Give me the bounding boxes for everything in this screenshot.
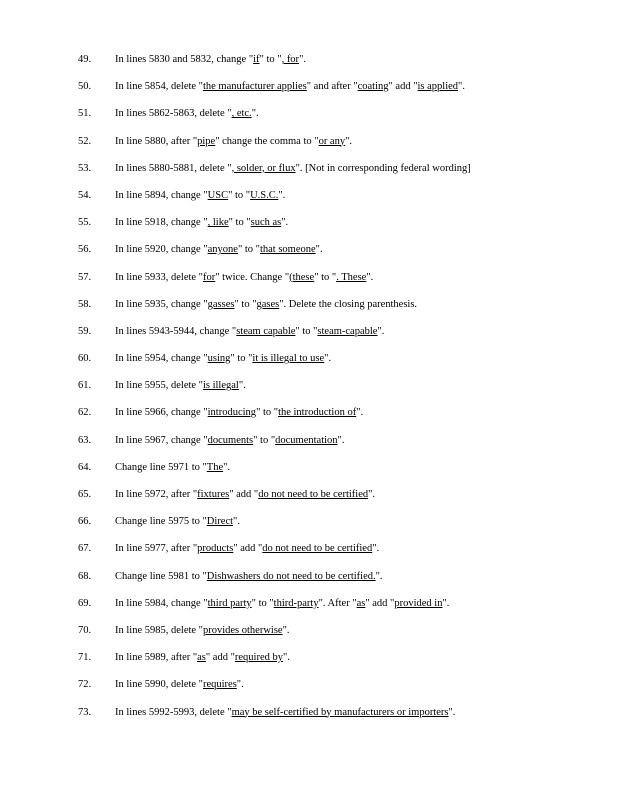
amendment-list xyxy=(0,53,618,733)
underlined-text: third-party xyxy=(273,597,319,609)
underlined-text: as xyxy=(197,652,206,664)
underlined-text: for xyxy=(202,271,216,283)
list-item xyxy=(0,542,618,569)
underlined-text: introducing xyxy=(207,407,257,419)
item-text xyxy=(115,352,331,366)
item-text xyxy=(115,325,384,339)
underlined-text: it is illegal to use xyxy=(252,353,325,365)
underlined-text: if xyxy=(253,54,260,65)
item-number: 68. xyxy=(78,570,92,582)
underlined-text: anyone xyxy=(207,244,238,256)
text-run: ". xyxy=(372,543,380,555)
text-run: " to " xyxy=(237,244,260,256)
text-run: In lines 5830 and 5832, change " xyxy=(115,54,254,65)
list-item xyxy=(0,107,618,134)
underlined-text: is applied xyxy=(417,81,459,93)
text-run: " to " xyxy=(295,325,318,337)
item-number: 49. xyxy=(78,54,92,65)
underlined-text: , solder, or flux xyxy=(231,162,296,174)
underlined-text: (these xyxy=(289,271,315,283)
underlined-text: provides otherwise xyxy=(202,624,283,636)
text-run: " add " xyxy=(388,81,418,93)
list-item xyxy=(0,53,618,80)
text-run: In line 5933, delete " xyxy=(115,271,203,283)
item-text xyxy=(115,515,240,529)
underlined-text: such as xyxy=(250,217,282,229)
underlined-text: documentation xyxy=(275,434,338,446)
item-number: 57. xyxy=(78,271,92,283)
text-run: ". xyxy=(223,461,231,473)
list-item xyxy=(0,678,618,705)
text-run: ". xyxy=(448,706,456,718)
underlined-text: steam-capable xyxy=(317,325,378,337)
text-run: " to " xyxy=(230,353,253,365)
item-text xyxy=(115,597,449,611)
text-run: " change the comma to " xyxy=(215,135,319,147)
text-run: " to " xyxy=(228,217,251,229)
underlined-text: as xyxy=(356,597,366,609)
list-item xyxy=(0,488,618,515)
item-text xyxy=(115,216,288,230)
underlined-text: The xyxy=(206,461,224,473)
item-text xyxy=(115,135,352,149)
item-text xyxy=(115,542,379,556)
list-item xyxy=(0,379,618,406)
item-number: 53. xyxy=(78,162,92,174)
item-text xyxy=(115,678,244,692)
text-run: " add " xyxy=(205,652,235,664)
item-number: 58. xyxy=(78,298,92,310)
item-number: 50. xyxy=(78,81,92,93)
text-run: In line 5989, after " xyxy=(115,652,198,664)
text-run: In line 5984, change " xyxy=(115,597,208,609)
text-run: Change line 5981 to " xyxy=(115,570,207,582)
text-run: " to " xyxy=(251,597,274,609)
text-run: ". xyxy=(375,570,383,582)
item-text xyxy=(115,189,285,203)
text-run: In line 5955, delete " xyxy=(115,380,203,392)
text-run: ". xyxy=(238,380,246,392)
list-item xyxy=(0,434,618,461)
underlined-text: provided in xyxy=(394,597,443,609)
text-run: In line 5977, after " xyxy=(115,543,198,555)
list-item xyxy=(0,298,618,325)
text-run: ". xyxy=(324,353,332,365)
underlined-text: steam capable xyxy=(236,325,296,337)
text-run: In lines 5880-5881, delete " xyxy=(115,162,232,174)
text-run: " to " xyxy=(253,434,276,446)
list-item xyxy=(0,162,618,189)
list-item xyxy=(0,325,618,352)
text-run: ". xyxy=(236,679,244,691)
list-item xyxy=(0,706,618,733)
text-run: ". xyxy=(442,597,450,609)
text-run: ". xyxy=(299,54,306,65)
text-run: ". Delete the closing parenthesis. xyxy=(279,298,418,310)
item-number: 51. xyxy=(78,108,92,120)
list-item xyxy=(0,243,618,270)
text-run: ". xyxy=(282,624,290,636)
text-run: In line 5990, delete " xyxy=(115,679,203,691)
underlined-text: documents xyxy=(207,434,254,446)
text-run: In line 5954, change " xyxy=(115,353,208,365)
text-run: ". xyxy=(377,325,385,337)
list-item xyxy=(0,352,618,379)
list-item xyxy=(0,271,618,298)
underlined-text: the manufacturer applies xyxy=(202,81,307,93)
text-run: In line 5894, change " xyxy=(115,189,208,201)
item-number: 70. xyxy=(78,624,92,636)
underlined-text: do not need to be certified xyxy=(258,489,369,500)
item-number: 52. xyxy=(78,135,92,147)
item-number: 64. xyxy=(78,461,92,473)
text-run: ". xyxy=(278,189,286,201)
list-item xyxy=(0,406,618,433)
underlined-text: the introduction of xyxy=(278,407,357,419)
text-run: In line 5880, after " xyxy=(115,135,198,147)
underlined-text: Dishwashers do not need to be certified. xyxy=(206,570,376,582)
item-number: 63. xyxy=(78,434,92,446)
underlined-text: U.S.C. xyxy=(250,189,279,201)
underlined-text: requires xyxy=(202,679,237,691)
text-run: ". xyxy=(366,271,374,283)
text-run: In line 5972, after " xyxy=(115,489,198,500)
item-text xyxy=(115,107,259,121)
item-number: 67. xyxy=(78,543,92,555)
text-run: In line 5985, delete " xyxy=(115,624,203,636)
text-run: ". xyxy=(233,516,240,528)
item-text xyxy=(115,80,465,94)
text-run: " to " xyxy=(256,407,279,419)
text-run: In lines 5992-5993, delete " xyxy=(115,706,232,718)
underlined-text: pipe xyxy=(197,135,216,147)
text-run: " twice. Change " xyxy=(215,271,290,283)
underlined-text: is illegal xyxy=(202,380,239,392)
item-text xyxy=(115,162,471,176)
text-run: " to " xyxy=(228,189,251,201)
text-run: ". xyxy=(251,108,259,120)
text-run: " and after " xyxy=(306,81,358,93)
underlined-text: may be self-certified by manufacturers or importers xyxy=(231,706,449,718)
item-text xyxy=(115,624,290,638)
text-run: In line 5920, change " xyxy=(115,244,208,256)
text-run: In line 5918, change " xyxy=(115,217,208,229)
underlined-text: that someone xyxy=(259,244,316,256)
list-item xyxy=(0,135,618,162)
item-text xyxy=(115,298,417,312)
item-text xyxy=(115,434,344,448)
item-text xyxy=(115,406,363,420)
text-run: ". xyxy=(281,217,289,229)
item-number: 73. xyxy=(78,706,92,718)
text-run: In line 5854, delete " xyxy=(115,81,203,93)
text-run: ". xyxy=(337,434,345,446)
text-run: " add " xyxy=(233,543,263,555)
item-number: 69. xyxy=(78,597,92,609)
item-number: 66. xyxy=(78,516,92,528)
underlined-text: USC xyxy=(207,189,229,201)
item-number: 62. xyxy=(78,407,92,419)
text-run: " to " xyxy=(314,271,337,283)
item-number: 65. xyxy=(78,489,92,500)
text-run: " to " xyxy=(234,298,257,310)
underlined-text: required by xyxy=(234,652,283,664)
text-run: ". xyxy=(315,244,323,256)
text-run: In line 5935, change " xyxy=(115,298,208,310)
list-item xyxy=(0,80,618,107)
list-item xyxy=(0,570,618,597)
item-text xyxy=(115,243,323,257)
item-number: 59. xyxy=(78,325,92,337)
text-run: " add " xyxy=(229,489,259,500)
underlined-text: products xyxy=(197,543,234,555)
item-text xyxy=(115,706,455,720)
text-run: ". xyxy=(345,135,353,147)
underlined-text: coating xyxy=(357,81,389,93)
underlined-text: gases xyxy=(256,298,280,310)
text-run: In line 5967, change " xyxy=(115,434,208,446)
item-number: 55. xyxy=(78,217,92,229)
underlined-text: , for xyxy=(281,54,300,65)
list-item xyxy=(0,216,618,243)
text-run: ". xyxy=(282,652,290,664)
underlined-text: do not need to be certified xyxy=(262,543,373,555)
item-number: 56. xyxy=(78,244,92,256)
underlined-text: or any xyxy=(318,135,346,147)
list-item xyxy=(0,515,618,542)
list-item xyxy=(0,461,618,488)
underlined-text: . These xyxy=(336,271,367,283)
underlined-text: fixtures xyxy=(197,489,230,500)
list-item xyxy=(0,651,618,678)
list-item xyxy=(0,189,618,216)
underlined-text: using xyxy=(207,353,231,365)
text-run: Change line 5975 to " xyxy=(115,516,207,528)
item-text xyxy=(115,461,230,475)
underlined-text: Direct xyxy=(206,516,234,528)
text-run: " to " xyxy=(259,54,282,65)
underlined-text: third party xyxy=(207,597,252,609)
text-run: Change line 5971 to " xyxy=(115,461,207,473)
underlined-text: , etc. xyxy=(231,108,252,120)
text-run: In lines 5943-5944, change " xyxy=(115,325,237,337)
underlined-text: , like xyxy=(207,217,229,229)
item-number: 61. xyxy=(78,380,92,392)
text-run: In line 5966, change " xyxy=(115,407,208,419)
underlined-text: gasses xyxy=(207,298,235,310)
item-text xyxy=(115,651,290,665)
list-item xyxy=(0,597,618,624)
text-run: ". xyxy=(458,81,465,93)
item-text xyxy=(115,271,373,285)
item-text xyxy=(115,53,306,67)
text-run: " add " xyxy=(365,597,395,609)
item-number: 72. xyxy=(78,679,92,691)
item-number: 54. xyxy=(78,189,92,201)
item-text xyxy=(115,570,383,584)
text-run: ". xyxy=(356,407,364,419)
item-text xyxy=(115,379,246,393)
text-run: ". [Not in corresponding federal wording] xyxy=(295,162,471,174)
text-run: ". After " xyxy=(318,597,357,609)
item-text xyxy=(115,488,375,502)
text-run: ". xyxy=(368,489,376,500)
list-item xyxy=(0,624,618,651)
text-run: In lines 5862-5863, delete " xyxy=(115,108,232,120)
item-number: 71. xyxy=(78,652,92,664)
item-number: 60. xyxy=(78,353,92,365)
